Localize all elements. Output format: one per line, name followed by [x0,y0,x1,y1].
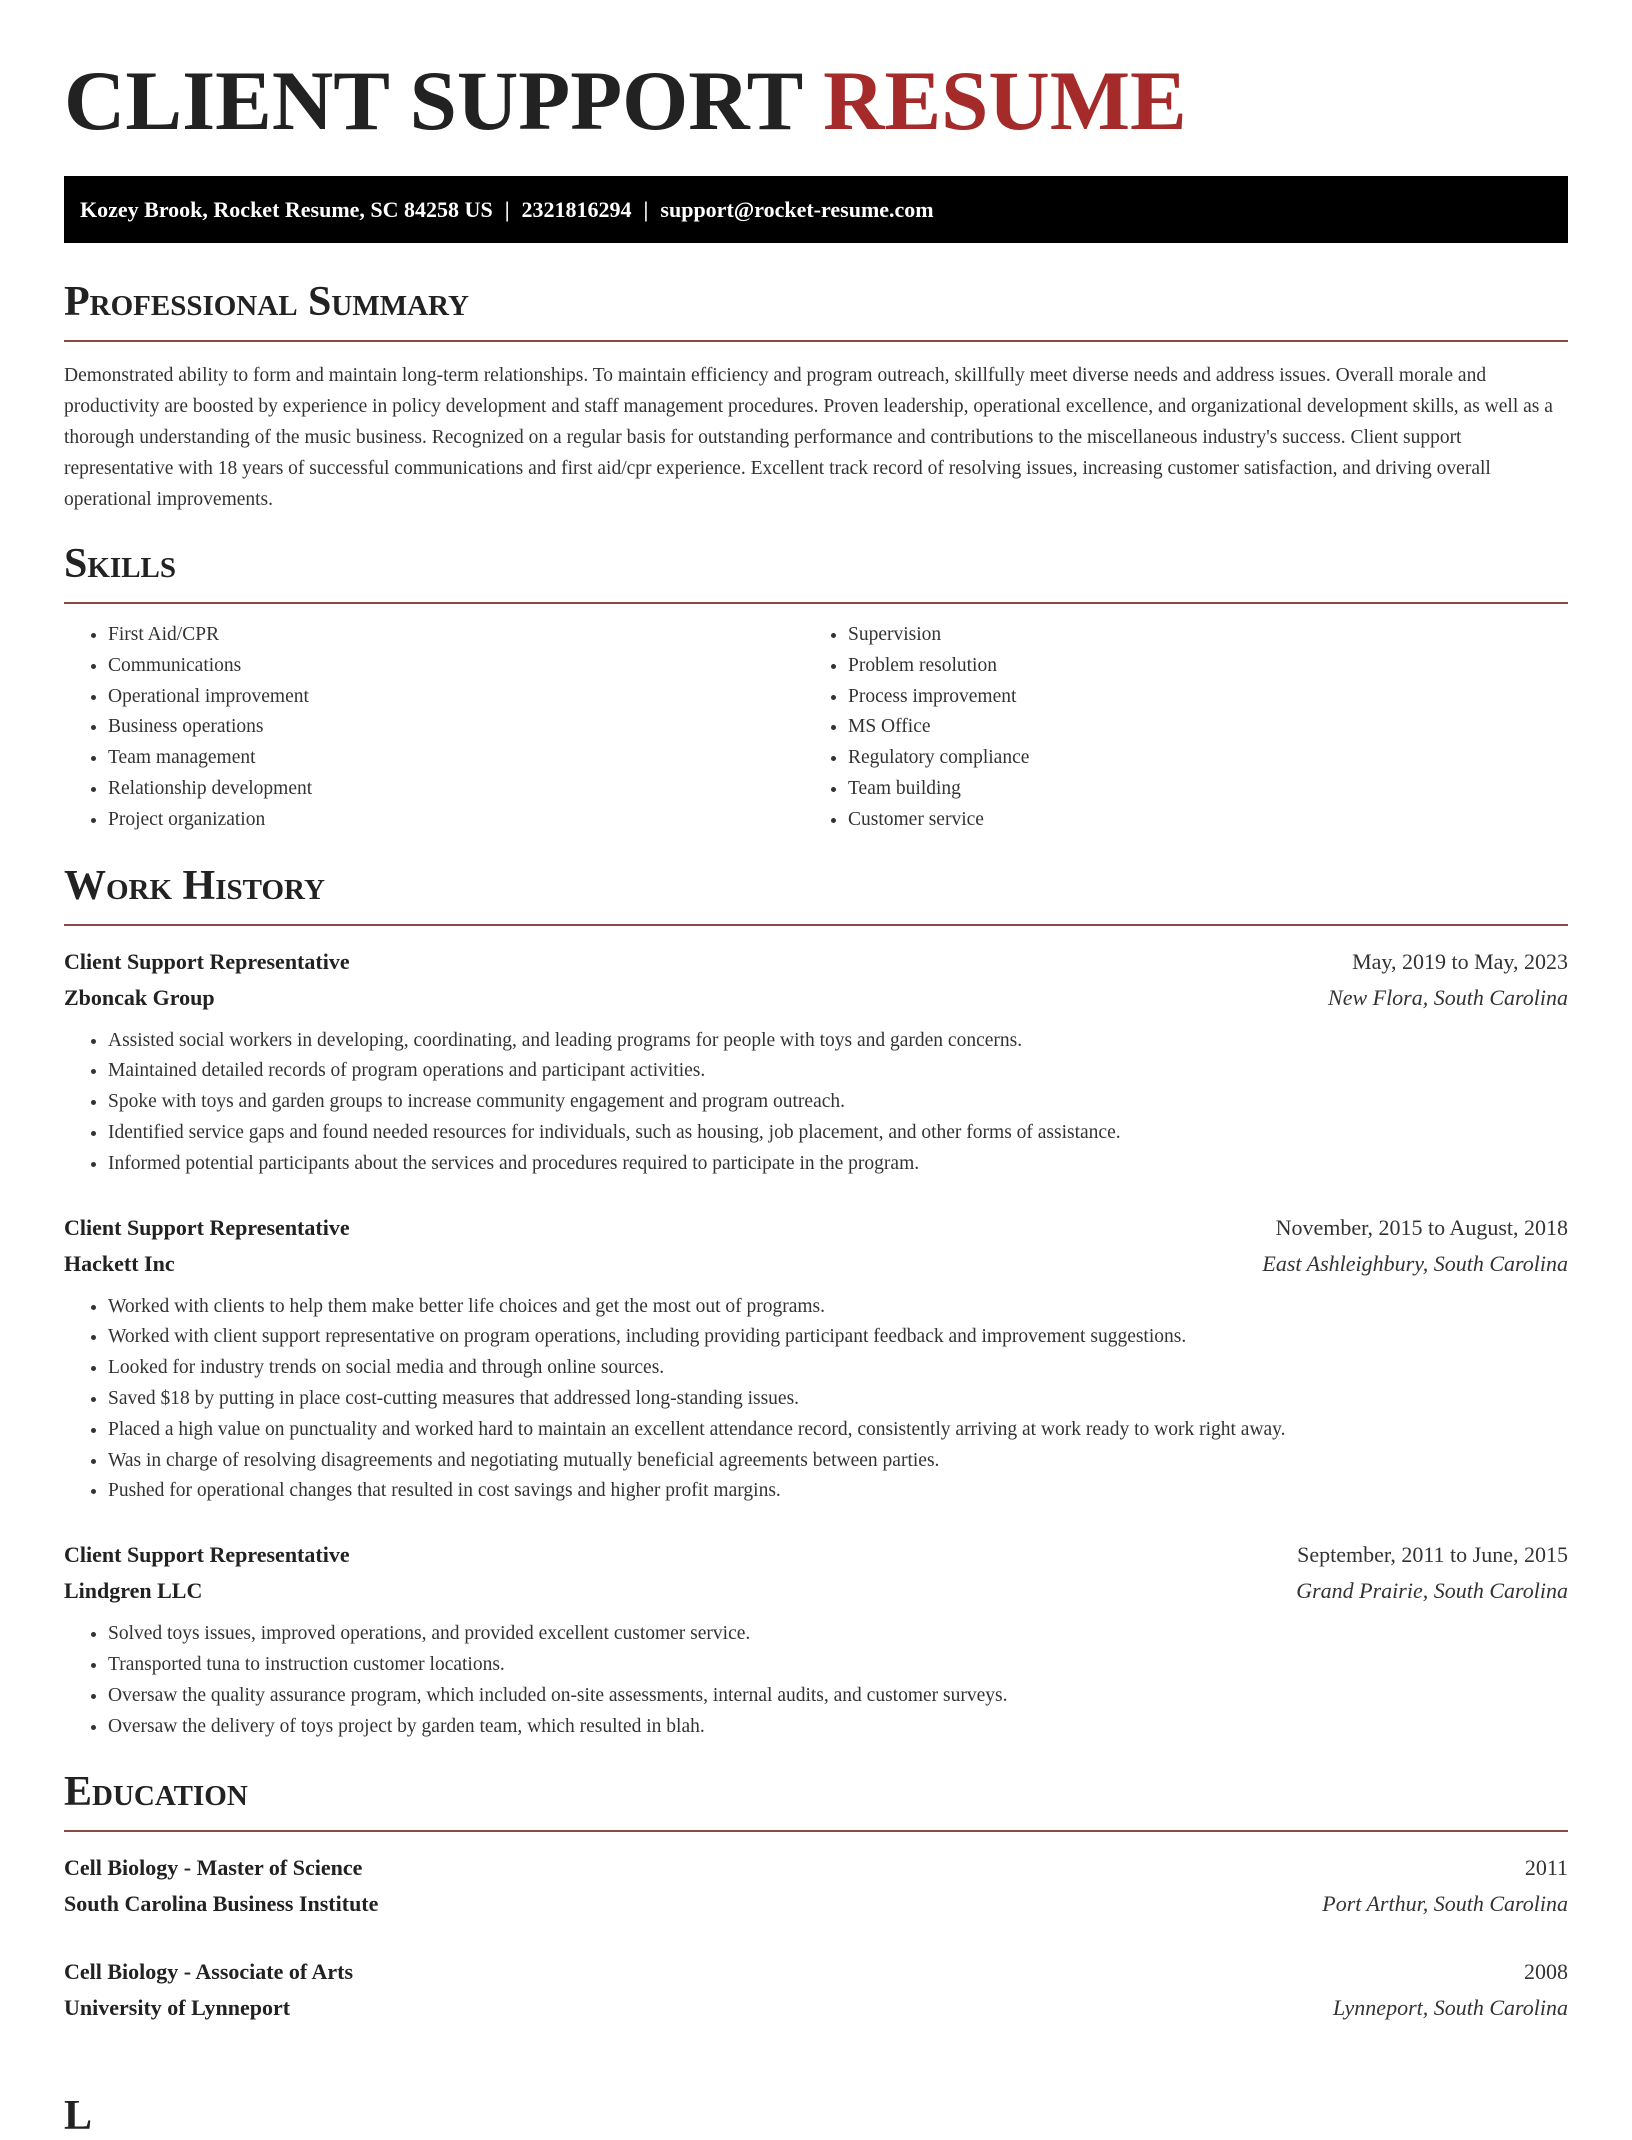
education-degree: Cell Biology - Master of Science [64,1855,363,1881]
job-bullet: • Pushed for operational changes that resulted in cost savings and higher profit margins. [108,1476,1568,1507]
contact-email: support@rocket-resume.com [660,197,934,222]
skill-item: • Relationship development [108,774,804,805]
job-company-row [64,1573,1568,1609]
job-company: Zboncak Group [64,984,215,1010]
job-title: Client Support Representative [64,948,350,974]
skill-item: • First Aid/CPR [108,620,804,651]
education-school: University of Lynneport [64,1995,291,2021]
job-dates: September, 2011 to June, 2015 [1297,1542,1568,1568]
section-divider [64,1830,1568,1832]
section-heading-summary: Professional Summary [64,279,469,325]
education-school-row [64,1990,1568,2026]
contact-address: Kozey Brook, Rocket Resume, SC 84258 US [80,197,493,222]
education-section [64,1768,1568,2026]
education-year: 2011 [1524,1855,1568,1881]
skill-item: • Team building [848,774,1568,805]
resume-title [64,0,1568,148]
section-heading-education: Education [64,1769,248,1816]
title-main: CLIENT SUPPORT [64,54,802,148]
job-entry [64,1537,1568,1742]
job-bullet: • Solved toys issues, improved operations, and provided excellent customer service. [108,1619,1568,1650]
skills-list-right [804,620,1568,836]
job-title: Client Support Representative [64,1214,350,1240]
contact-bar [64,176,1568,243]
education-degree: Cell Biology - Associate of Arts [64,1959,354,1985]
title-accent: RESUME [823,54,1187,148]
skills-section [64,540,1568,836]
job-bullet: • Worked with client support representative on program operations, including providing participant feedback and improvement suggestions. [108,1322,1568,1353]
section-heading-skills: Skills [64,541,177,587]
skill-item: • Communications [108,651,804,682]
job-company: Lindgren LLC [64,1578,203,1604]
job-bullet: • Transported tuna to instruction customer locations. [108,1650,1568,1681]
section-heading-work-history: Work History [64,862,325,909]
job-dates: May, 2019 to May, 2023 [1352,948,1568,974]
job-header-row [64,1210,1568,1246]
job-bullet: • Looked for industry trends on social media and through online sources. [108,1353,1568,1384]
job-location: East Ashleighbury, South Carolina [1262,1250,1568,1276]
job-bullets [64,1292,1568,1508]
contact-separator: | [504,197,510,222]
job-entry [64,944,1568,1180]
job-bullet: • Maintained detailed records of program operations and participant activities. [108,1056,1568,1087]
skill-item: • Supervision [848,620,1568,651]
skills-list-left [64,620,804,836]
skill-item: • Project organization [108,805,804,836]
contact-separator: | [643,197,649,222]
contact-phone: 2321816294 [521,197,632,222]
job-dates: November, 2015 to August, 2018 [1275,1214,1568,1240]
job-header-row [64,1537,1568,1573]
education-degree-row [64,1954,1568,1990]
section-divider [64,602,1568,604]
education-entry [64,1954,1568,2026]
job-company: Hackett Inc [64,1250,175,1276]
summary-text: Demonstrated ability to form and maintain long-term relationships. To maintain efficiency and program outreach, skillfully meet diverse needs and address issues. Overall morale and productivity are boosted by experience in policy development and staff management procedures. Proven leadership, operational excellence, and organizational development skills, as well as a thorough understanding of the music business. Recognized on a regular basis for outstanding performance and contributions to the miscellaneous industry's success. Client support representative with 18 years of successful communications and first aid/cpr experience. Excellent track record of resolving issues, increasing customer satisfaction, and driving overall operational improvements. [64,365,1553,510]
skill-item: • Business operations [108,712,804,743]
job-bullet: • Placed a high value on punctuality and worked hard to maintain an excellent attendance record, consistently arriving at work ready to work right away. [108,1415,1568,1446]
job-bullet: • Identified service gaps and found needed resources for individuals, such as housing, job placement, and other forms of assistance. [108,1118,1568,1149]
education-year: 2008 [1524,1959,1568,1985]
skill-item: • MS Office [848,712,1568,743]
job-bullet: • Was in charge of resolving disagreements and negotiating mutually beneficial agreements between parties. [108,1446,1568,1477]
job-header-row [64,944,1568,980]
job-bullet: • Saved $18 by putting in place cost-cutting measures that addressed long-standing issues. [108,1384,1568,1415]
education-entry [64,1850,1568,1922]
section-divider [64,924,1568,926]
job-entry [64,1210,1568,1508]
job-bullet: • Informed potential participants about the services and procedures required to participate in the program. [108,1149,1568,1180]
education-school-row [64,1886,1568,1922]
job-company-row [64,980,1568,1016]
job-location: New Flora, South Carolina [1328,984,1568,1010]
education-school: South Carolina Business Institute [64,1891,379,1917]
section-heading-partial: L [64,2093,93,2139]
job-bullet: • Spoke with toys and garden groups to increase community engagement and program outreach. [108,1087,1568,1118]
skill-item: • Customer service [848,805,1568,836]
work-history-section [64,862,1568,1743]
skill-item: • Process improvement [848,682,1568,713]
education-location: Lynneport, South Carolina [1332,1995,1568,2021]
job-company-row [64,1246,1568,1282]
job-bullets [64,1619,1568,1742]
job-bullet: • Oversaw the quality assurance program, which included on-site assessments, internal audits, and customer surveys. [108,1681,1568,1712]
job-bullet: • Oversaw the delivery of toys project by garden team, which resulted in blah. [108,1712,1568,1743]
education-location: Port Arthur, South Carolina [1322,1891,1568,1917]
summary-section [64,278,1568,515]
skill-item: • Problem resolution [848,651,1568,682]
skill-item: • Operational improvement [108,682,804,713]
education-degree-row [64,1850,1568,1886]
job-title: Client Support Representative [64,1542,350,1568]
job-bullet: • Assisted social workers in developing, coordinating, and leading programs for people with toys and garden concerns. [108,1026,1568,1057]
job-bullets [64,1026,1568,1180]
skill-item: • Team management [108,743,804,774]
skills-columns [64,620,1568,836]
job-bullet: • Worked with clients to help them make better life choices and get the most out of programs. [108,1292,1568,1323]
job-location: Grand Prairie, South Carolina [1296,1578,1568,1604]
section-divider [64,340,1568,342]
skill-item: • Regulatory compliance [848,743,1568,774]
